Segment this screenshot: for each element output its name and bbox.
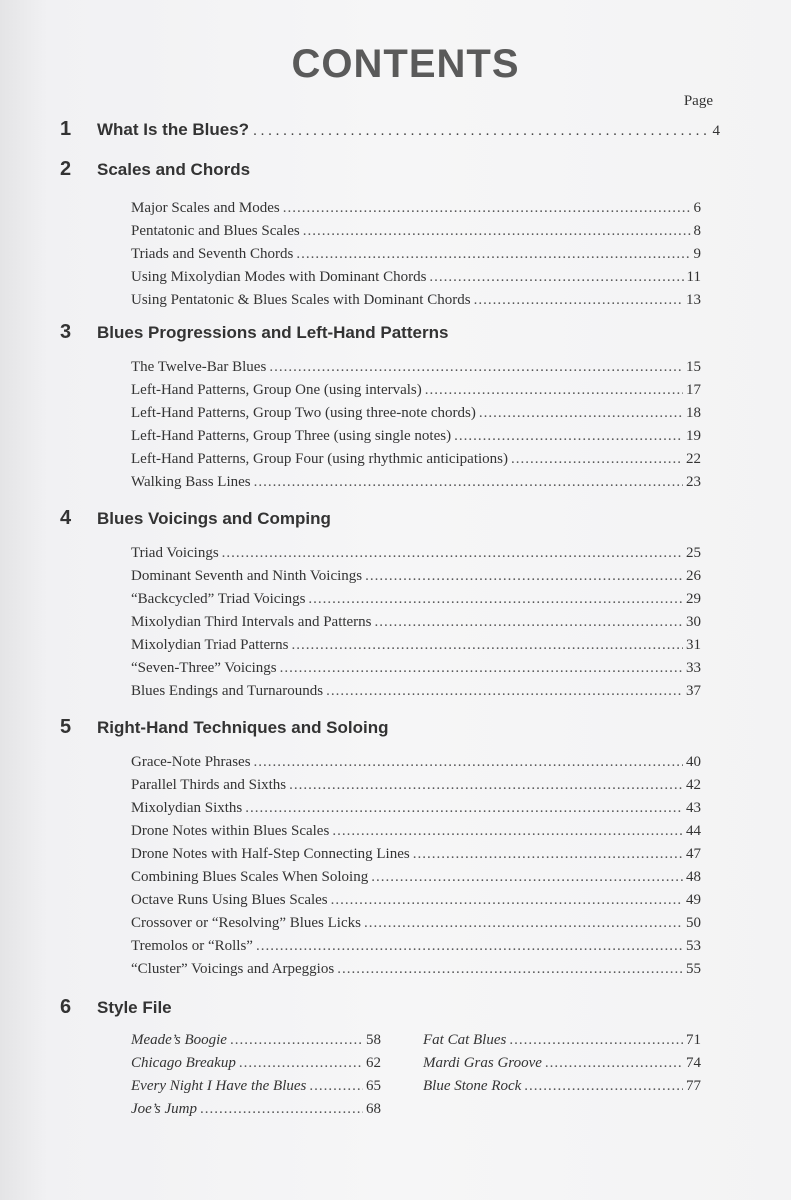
dot-leader: [326, 680, 683, 703]
chapter-title: What Is the Blues?: [97, 120, 250, 139]
page-number: 49: [686, 892, 701, 908]
dot-leader: [371, 866, 683, 889]
chapter-number: 1: [60, 118, 72, 140]
entry-title: Blue Stone Rock: [423, 1078, 522, 1094]
page-number: 77: [686, 1078, 701, 1094]
toc-entry: [131, 448, 701, 471]
page-number: 15: [686, 359, 701, 375]
page-column-label: Page: [683, 93, 713, 109]
toc-entry: [131, 243, 701, 266]
entry-title: Using Mixolydian Modes with Dominant Chords: [131, 269, 427, 285]
dot-leader: [269, 356, 683, 379]
chapter-heading: [60, 996, 720, 1019]
page-number: 8: [693, 223, 701, 239]
page-number: 9: [693, 246, 701, 262]
chapter-number: 6: [60, 996, 72, 1018]
page-number: 47: [686, 846, 701, 862]
dot-leader: [454, 425, 683, 448]
entry-title: Walking Bass Lines: [131, 474, 251, 490]
dot-leader: [364, 912, 683, 935]
toc-entry: [131, 402, 701, 425]
dot-leader: [303, 220, 691, 243]
dot-leader: [253, 123, 708, 140]
entry-title: Crossover or “Resolving” Blues Licks: [131, 915, 361, 931]
toc-entry: [131, 197, 701, 220]
entry-title: Tremolos or “Rolls”: [131, 938, 253, 954]
page-number: 43: [686, 800, 701, 816]
page-number: 30: [686, 614, 701, 630]
toc-entry: [131, 1052, 381, 1075]
entry-title: Blues Endings and Turnarounds: [131, 683, 324, 699]
entry-title: “Cluster” Voicings and Arpeggios: [131, 961, 335, 977]
toc-entry: [131, 425, 701, 448]
dot-leader: [296, 243, 690, 266]
page-number: 13: [686, 292, 701, 308]
entry-title: Left-Hand Patterns, Group Two (using three-note chords): [131, 405, 476, 421]
page-number: 29: [686, 591, 701, 607]
entry-list: [131, 542, 701, 703]
toc-entry: [131, 220, 701, 243]
entry-title: Parallel Thirds and Sixths: [131, 777, 287, 793]
entry-title: Fat Cat Blues: [423, 1032, 507, 1048]
chapter-3: [60, 321, 720, 494]
page-number: 26: [686, 568, 701, 584]
dot-leader: [289, 774, 683, 797]
chapter-title: Right-Hand Techniques and Soloing: [97, 718, 389, 737]
page-number: 42: [686, 777, 701, 793]
dot-leader: [309, 1075, 363, 1098]
entry-title: The Twelve-Bar Blues: [131, 359, 267, 375]
toc-entry: [131, 935, 701, 958]
page-number: 17: [686, 382, 701, 398]
entry-title: Using Pentatonic & Blues Scales with Dominant Chords: [131, 292, 471, 308]
entry-title: Triads and Seventh Chords: [131, 246, 294, 262]
entry-title: Triad Voicings: [131, 545, 219, 561]
entry-title: Octave Runs Using Blues Scales: [131, 892, 328, 908]
page-title: CONTENTS: [291, 42, 520, 86]
dot-leader: [254, 751, 683, 774]
entry-title: Drone Notes within Blues Scales: [131, 823, 330, 839]
entry-list: [131, 751, 701, 981]
entry-title: Meade’s Boogie: [131, 1032, 227, 1048]
page-number: 25: [686, 545, 701, 561]
toc-entry: [131, 843, 701, 866]
chapter-heading: [60, 507, 720, 530]
toc-entry: [131, 1075, 381, 1098]
toc-entry: [423, 1029, 701, 1052]
toc-entry: [131, 866, 701, 889]
entry-title: Drone Notes with Half-Step Connecting Lines: [131, 846, 410, 862]
entry-title: Mixolydian Third Intervals and Patterns: [131, 614, 372, 630]
page-number: 48: [686, 869, 701, 885]
page-number: 31: [686, 637, 701, 653]
toc-entry: [423, 1075, 701, 1098]
chapter-number: 4: [60, 507, 72, 529]
dot-leader: [511, 448, 683, 471]
dot-leader: [413, 843, 683, 866]
page-number: 11: [686, 269, 701, 285]
page-number: 19: [686, 428, 701, 444]
dot-leader: [200, 1098, 363, 1121]
entry-title: Dominant Seventh and Ninth Voicings: [131, 568, 363, 584]
dot-leader: [254, 471, 683, 494]
toc-entry: [131, 289, 701, 312]
page-number: 53: [686, 938, 701, 954]
entry-title: Chicago Breakup: [131, 1055, 236, 1071]
entry-title: Joe’s Jump: [131, 1101, 197, 1117]
dot-leader: [429, 266, 683, 289]
chapter-heading: [60, 321, 720, 344]
toc-entry: [131, 912, 701, 935]
chapter-heading: [60, 118, 720, 141]
dot-leader: [222, 542, 683, 565]
chapter-1: [60, 118, 720, 141]
chapter-number: 5: [60, 716, 72, 738]
toc-entry: [131, 680, 701, 703]
toc-entry: [131, 1029, 381, 1052]
entry-title: “Seven-Three” Voicings: [131, 660, 277, 676]
chapter-5: [60, 716, 720, 981]
page-number: 71: [686, 1032, 701, 1048]
entry-title: Pentatonic and Blues Scales: [131, 223, 300, 239]
page-number: 18: [686, 405, 701, 421]
dot-leader: [524, 1075, 683, 1098]
toc-entry: [131, 588, 701, 611]
chapter-number: 3: [60, 321, 72, 343]
dot-leader: [337, 958, 683, 981]
entry-title: Major Scales and Modes: [131, 200, 280, 216]
page-number: 62: [366, 1055, 381, 1071]
toc-entry: [131, 379, 701, 402]
chapter-4: [60, 507, 720, 703]
dot-leader: [245, 797, 683, 820]
toc-entry: [131, 751, 701, 774]
dot-leader: [280, 657, 683, 680]
dot-leader: [239, 1052, 363, 1075]
style-file-column-left: [131, 1029, 381, 1121]
entry-title: Mixolydian Triad Patterns: [131, 637, 289, 653]
entry-title: Grace-Note Phrases: [131, 754, 251, 770]
page-number: 58: [366, 1032, 381, 1048]
toc-entry: [131, 266, 701, 289]
toc-entry: [131, 657, 701, 680]
toc-entry: [131, 958, 701, 981]
style-file-grid: [131, 1029, 701, 1121]
toc-entry: [131, 634, 701, 657]
style-file-column-right: [423, 1029, 701, 1121]
toc-entry: [131, 542, 701, 565]
dot-leader: [331, 889, 683, 912]
dot-leader: [479, 402, 683, 425]
toc-entry: [131, 774, 701, 797]
page-number: 65: [366, 1078, 381, 1094]
page-number: 74: [686, 1055, 701, 1071]
dot-leader: [292, 634, 683, 657]
toc-entry: [131, 889, 701, 912]
entry-title: Left-Hand Patterns, Group One (using intervals): [131, 382, 422, 398]
page-number: 22: [686, 451, 701, 467]
chapter-number: 2: [60, 158, 72, 180]
chapter-6: [60, 996, 720, 1121]
entry-title: Combining Blues Scales When Soloing: [131, 869, 369, 885]
entry-title: Mardi Gras Groove: [423, 1055, 542, 1071]
dot-leader: [375, 611, 683, 634]
entry-list: [131, 356, 701, 494]
page-number: 55: [686, 961, 701, 977]
entry-title: Left-Hand Patterns, Group Four (using rhythmic anticipations): [131, 451, 509, 467]
toc-entry: [131, 820, 701, 843]
toc-entry: [131, 611, 701, 634]
dot-leader: [283, 197, 691, 220]
dot-leader: [256, 935, 683, 958]
toc-entry: [423, 1052, 701, 1075]
page-number: 37: [686, 683, 701, 699]
dot-leader: [425, 379, 683, 402]
toc-entry: [131, 797, 701, 820]
chapter-title: Style File: [97, 998, 172, 1017]
dot-leader: [545, 1052, 683, 1075]
dot-leader: [365, 565, 683, 588]
entry-title: Every Night I Have the Blues: [131, 1078, 307, 1094]
dot-leader: [332, 820, 683, 843]
page-number: 50: [686, 915, 701, 931]
chapter-title: Blues Voicings and Comping: [97, 509, 331, 528]
page-number: 23: [686, 474, 701, 490]
chapter-2: [60, 158, 720, 312]
page-number: 4: [712, 123, 720, 139]
page-number: 44: [686, 823, 701, 839]
chapter-heading: [60, 158, 720, 181]
toc-entry: [131, 471, 701, 494]
toc-entry: [131, 565, 701, 588]
page-number: 68: [366, 1101, 381, 1117]
toc-entry: [131, 356, 701, 379]
chapter-title: Blues Progressions and Left-Hand Patterns: [97, 323, 449, 342]
page-number: 33: [686, 660, 701, 676]
toc-entry: [131, 1098, 381, 1121]
page-number: 6: [693, 200, 701, 216]
entry-title: Mixolydian Sixths: [131, 800, 243, 816]
chapter-heading: [60, 716, 720, 739]
page-number: 40: [686, 754, 701, 770]
entry-list: [131, 197, 701, 312]
dot-leader: [474, 289, 683, 312]
dot-leader: [230, 1029, 363, 1052]
dot-leader: [509, 1029, 683, 1052]
entry-title: “Backcycled” Triad Voicings: [131, 591, 306, 607]
entry-title: Left-Hand Patterns, Group Three (using single notes): [131, 428, 452, 444]
dot-leader: [308, 588, 683, 611]
chapter-title: Scales and Chords: [97, 160, 251, 179]
